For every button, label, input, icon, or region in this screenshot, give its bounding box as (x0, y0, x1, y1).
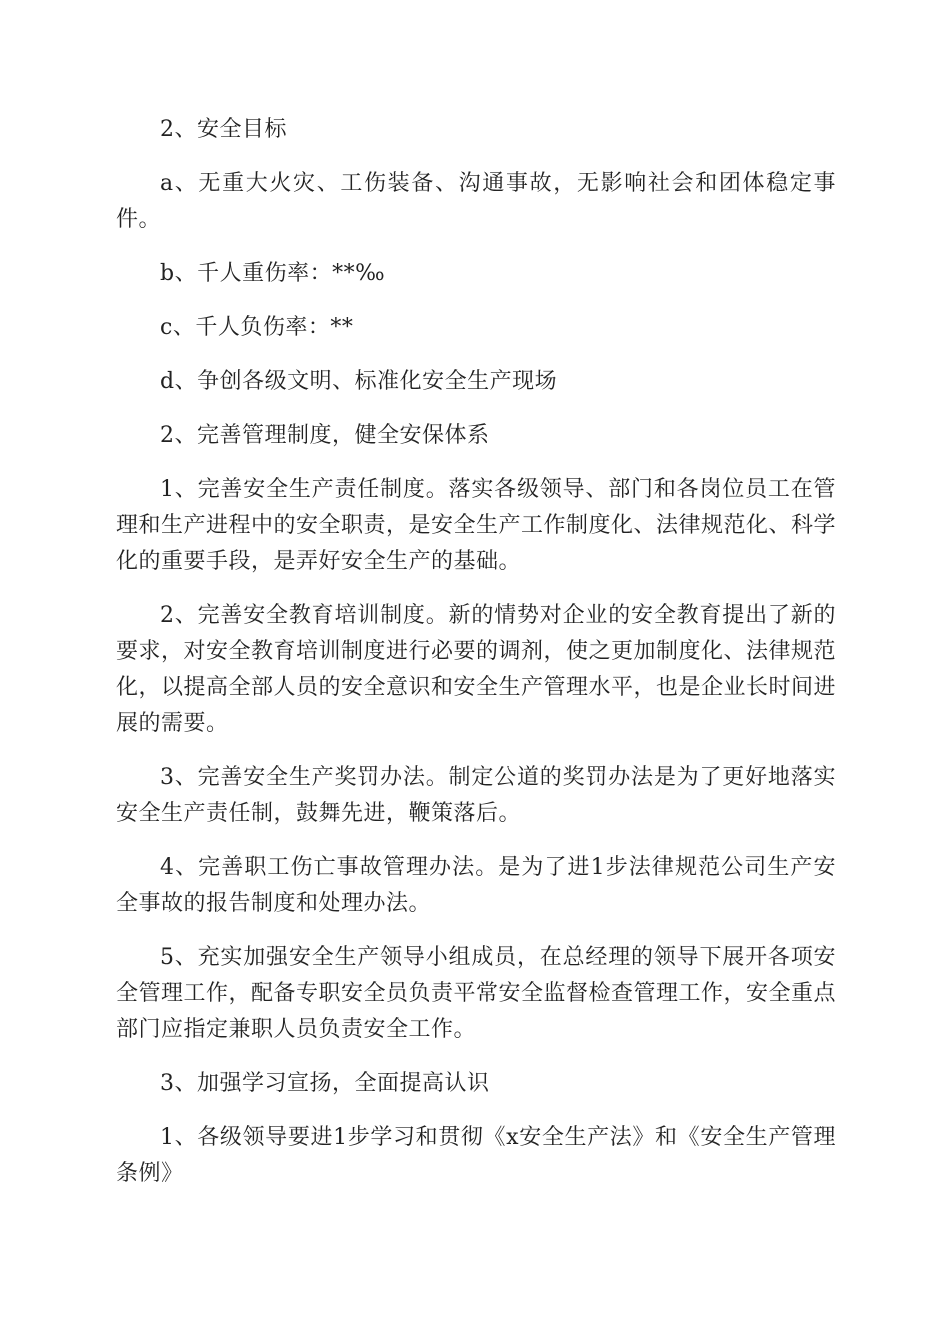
learning-item-1: 1、各级领导要进1步学习和贯彻《x安全生产法》和《安全生产管理条例》 (116, 1125, 836, 1186)
goal-item-b: b、千人重伤率：**‰ (160, 261, 386, 286)
management-item-2: 2、完善安全教育培训制度。新的情势对企业的安全教育提出了新的要求，对安全教育培训制度进行必要的调剂，使之更加制度化、法律规范化，以提高全部人员的安全意识和安全生产管理水平，也是企业长时间进展的需要。 (116, 603, 837, 736)
management-item-4: 4、完善职工伤亡事故管理办法。是为了进1步法律规范公司生产安全事故的报告制度和处理办法。 (116, 855, 836, 916)
section-heading-safety-goals: 2、安全目标 (160, 117, 287, 142)
management-item-5: 5、充实加强安全生产领导小组成员，在总经理的领导下展开各项安全管理工作，配备专职安全员负责平常安全监督检查管理工作，安全重点部门应指定兼职人员负责安全工作。 (116, 945, 837, 1042)
goal-item-d: d、争创各级文明、标准化安全生产现场 (160, 369, 558, 394)
goal-item-c: c、千人负伤率：** (160, 315, 354, 340)
goal-item-a: a、无重大火灾、工伤装备、沟通事故，无影响社会和团体稳定事件。 (116, 171, 836, 232)
section-heading-management-system: 2、完善管理制度，健全安保体系 (160, 423, 490, 448)
management-item-1: 1、完善安全生产责任制度。落实各级领导、部门和各岗位员工在管理和生产进程中的安全职责，是安全生产工作制度化、法律规范化、科学化的重要手段，是弄好安全生产的基础。 (116, 477, 837, 574)
document-body (116, 112, 836, 1210)
management-item-3: 3、完善安全生产奖罚办法。制定公道的奖罚办法是为了更好地落实安全生产责任制，鼓舞先进，鞭策落后。 (116, 765, 836, 826)
section-heading-learning-publicity: 3、加强学习宣扬，全面提高认识 (160, 1071, 490, 1096)
